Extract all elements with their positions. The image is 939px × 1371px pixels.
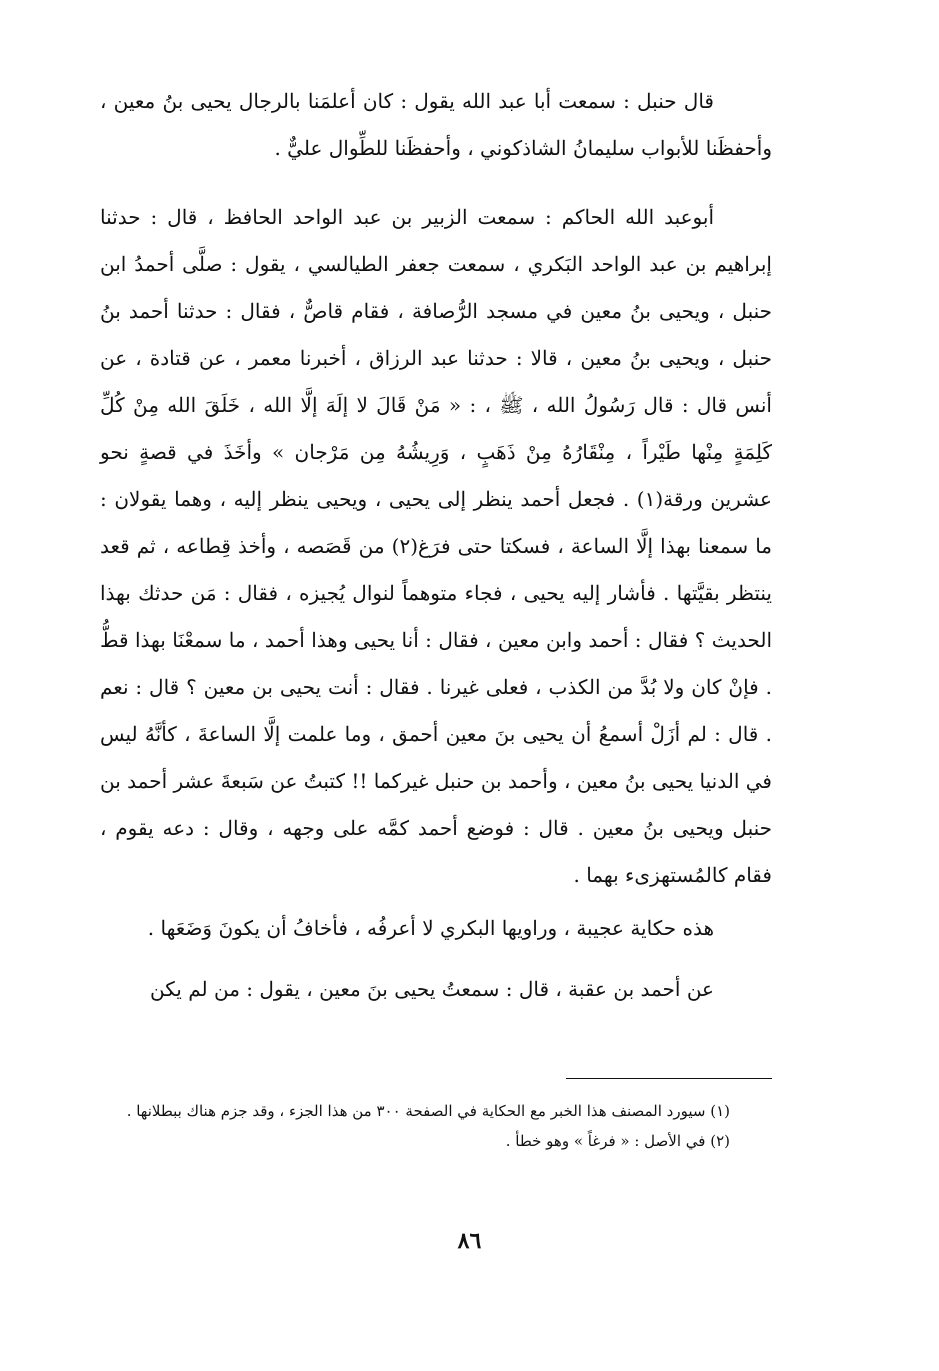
main-text bbox=[100, 78, 772, 1013]
paragraph-author-comment: هذه حكاية عجيبة ، وراويها البكري لا أعرفُه ، فأخافُ أن يكونَ وَضَعَها . bbox=[147, 916, 714, 940]
page-number: ٨٦ bbox=[457, 1228, 482, 1254]
footnote-1: (١) سيورد المصنف هذا الخبر مع الحكاية في الصفحة ٣٠٠ من هذا الجزء ، وقد جزم هناك ببطلانها . bbox=[126, 1102, 730, 1120]
footnotes bbox=[100, 1096, 772, 1156]
footnote-divider bbox=[566, 1078, 772, 1079]
paragraph-ahmad-ibn-uqba: عن أحمد بن عقبة ، قال : سمعتُ يحيى بنَ معين ، يقول : من لم يكن bbox=[150, 977, 714, 1001]
footnote-2: (٢) في الأصل : « فرغاً » وهو خطأ . bbox=[505, 1132, 730, 1150]
paragraph-hakim-story: أبوعبد الله الحاكم : سمعت الزبير بن عبد الواحد الحافظ ، قال : حدثنا إبراهيم بن عبد الواحد البَكري ، سمعت جعفر الطيالسي ، يقول : صلَّى أحمدُ ابن حنبل ، ويحيى بنُ معين في مسجد الرُّصافة ، فقام قاصٌّ ، فقال : حدثنا أحمد بنُ حنبل ، ويحيى بنُ معين ، قالا : حدثنا عبد الرزاق ، أخبرنا معمر ، عن قتادة ، عن أنس قال : قال رَسُولُ الله ، ﷺ ، : « مَنْ قَالَ لا إلَهَ إلَّا الله ، خَلَقَ الله مِنْ كُلِّ كَلِمَةٍ مِنْها طَيْراً ، مِنْقَارُهُ مِنْ ذَهَبٍ ، وَرِيشُهُ مِن مَرْجان » وأخَذَ في قصةٍ نحو عشرين ورقة(١) . فجعل أحمد ينظر إلى يحيى ، ويحيى ينظر إليه ، وهما يقولان : ما سمعنا بهذا إلَّا الساعة ، فسكتا حتى فرَغ(٢) من قَصَصه ، وأخذ قِطاعه ، ثم قعد ينتظر بقيَّتها . فأشار إليه يحيى ، فجاء متوهماً لنوال يُجيزه ، فقال : مَن حدثك بهذا الحديث ؟ فقال : أحمد وابن معين ، فقال : أنا يحيى وهذا أحمد ، ما سمعْنَا بهذا قطُّ . فإنْ كان ولا بُدَّ من الكذب ، فعلى غيرنا . فقال : أنت يحيى بن معين ؟ قال : نعم . قال : لم أزَلْ أسمعُ أن يحيى بنَ معين أحمق ، وما علمت إلَّا الساعةَ ، كأنَّهُ ليس في الدنيا يحيى بنُ معين ، وأحمد بن حنبل غيركما !! كتبتُ عن سَبعةَ عشر أحمد بن حنبل ويحيى بنُ معين . قال : فوضع أحمد كمَّه على وجهه ، وقال : دعه يقوم ، فقام كالمُستهزىء بهما . bbox=[100, 205, 772, 887]
paragraph-hanbal-quote: قال حنبل : سمعت أبا عبد الله يقول : كان أعلمَنا بالرجال يحيى بنُ معين ، وأحفظَنا للأبواب سليمانُ الشاذكوني ، وأحفظَنا للطِّوال عليٌّ . bbox=[100, 89, 772, 160]
